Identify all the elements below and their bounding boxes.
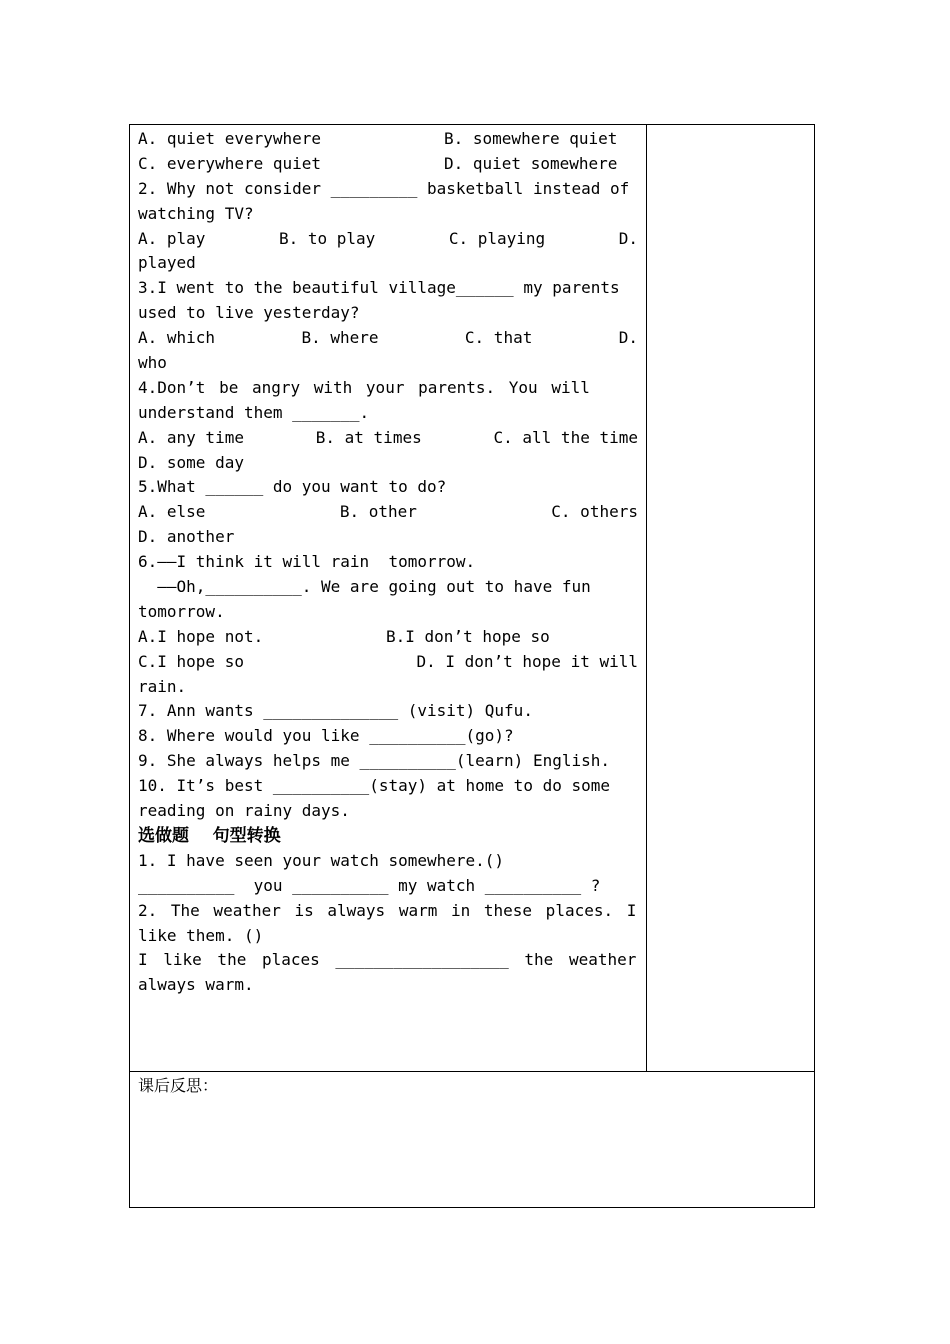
q6-stem-line-1: 6.——I think it will rain tomorrow. (138, 552, 476, 572)
q2-options (138, 227, 638, 252)
transform-1-line-2: __________ you __________ my watch __________ ? (138, 875, 601, 895)
q3-option-c: C. that (464, 328, 533, 348)
q1-option-c: C. everywhere quiet (138, 153, 322, 173)
q3-stem-line-1: 3.I went to the beautiful village______ my parents (138, 278, 620, 298)
q5-option-a: A. else (138, 502, 206, 522)
q3-option-a: A. which (138, 328, 216, 348)
q6-stem-line-3: tomorrow. (138, 601, 225, 621)
q6-stem-line-2: ——Oh,__________. We are going out to have fun (138, 577, 591, 597)
q8-stem: 8. Where would you like __________(go)? (138, 726, 514, 746)
transform-2-line-3: I like the places __________________ the weather (138, 950, 637, 970)
q2-option-d-text: played (138, 253, 196, 273)
q4-options (138, 426, 638, 451)
q9-stem: 9. She always helps me __________(learn) English. (138, 751, 611, 771)
q2-option-d: D. (618, 228, 638, 248)
q3-stem-line-2: used to live yesterday? (138, 303, 360, 323)
q5-option-c: C. others (551, 502, 638, 522)
transform-2-line-4: always warm. (138, 975, 254, 995)
reflection-label: 课后反思： (138, 1076, 219, 1095)
q4-option-b: B. at times (315, 427, 422, 447)
q6-option-c: C.I hope so (138, 651, 244, 671)
q1-option-a: A. quiet everywhere (138, 129, 322, 148)
optional-section-heading: 选做题 句型转换 (138, 825, 281, 846)
q1-options-row-1 (138, 127, 638, 152)
q5-options (138, 500, 638, 525)
q4-stem-line-1: 4.Don’t be angry with your parents. You will (138, 377, 590, 397)
worksheet-table (129, 124, 815, 1208)
notes-cell (647, 125, 814, 1071)
q5-option-d: D. another (138, 527, 235, 547)
q6-options-row-1 (138, 625, 638, 650)
q3-option-b: B. where (301, 328, 379, 348)
q6-options-row-2 (138, 650, 638, 675)
q1-option-d: D. quiet somewhere (444, 153, 618, 173)
q1-option-b: B. somewhere quiet (444, 129, 618, 148)
transform-1-line-1: 1. I have seen your watch somewhere.() (138, 850, 505, 870)
q4-option-c: C. all the time (493, 427, 638, 447)
transform-2-line-2: like them. () (138, 925, 264, 945)
reflection-cell (130, 1071, 814, 1207)
q6-option-b: B.I don’t hope so (386, 626, 550, 646)
q1-options-row-2 (138, 152, 638, 177)
transform-2-line-1: 2. The weather is always warm in these places. I (138, 900, 637, 920)
q6-option-d: D. I don’t hope it will (416, 651, 638, 671)
q2-stem-line-1: 2. Why not consider _________ basketball instead of (138, 178, 630, 198)
q4-stem-line-2: understand them _______. (138, 402, 370, 422)
q2-option-a: A. play (138, 228, 206, 248)
q10-stem-line-1: 10. It’s best __________(stay) at home to do some (138, 776, 611, 796)
q4-option-d: D. some day (138, 452, 244, 472)
q5-option-b: B. other (339, 502, 417, 522)
q4-option-a: A. any time (138, 427, 244, 447)
exercise-cell (130, 125, 647, 1071)
q10-stem-line-2: reading on rainy days. (138, 801, 350, 821)
q2-option-c: C. playing (448, 228, 546, 248)
q3-option-d-text: who (138, 353, 167, 373)
q3-option-d: D. (618, 328, 638, 348)
q6-option-d-text: rain. (138, 676, 187, 696)
q5-stem: 5.What ______ do you want to do? (138, 477, 447, 497)
q7-stem: 7. Ann wants ______________ (visit) Qufu. (138, 701, 533, 721)
q3-options (138, 326, 638, 351)
q6-option-a: A.I hope not. (138, 626, 264, 646)
q2-stem-line-2: watching TV? (138, 203, 254, 223)
q2-option-b: B. to play (278, 228, 376, 248)
